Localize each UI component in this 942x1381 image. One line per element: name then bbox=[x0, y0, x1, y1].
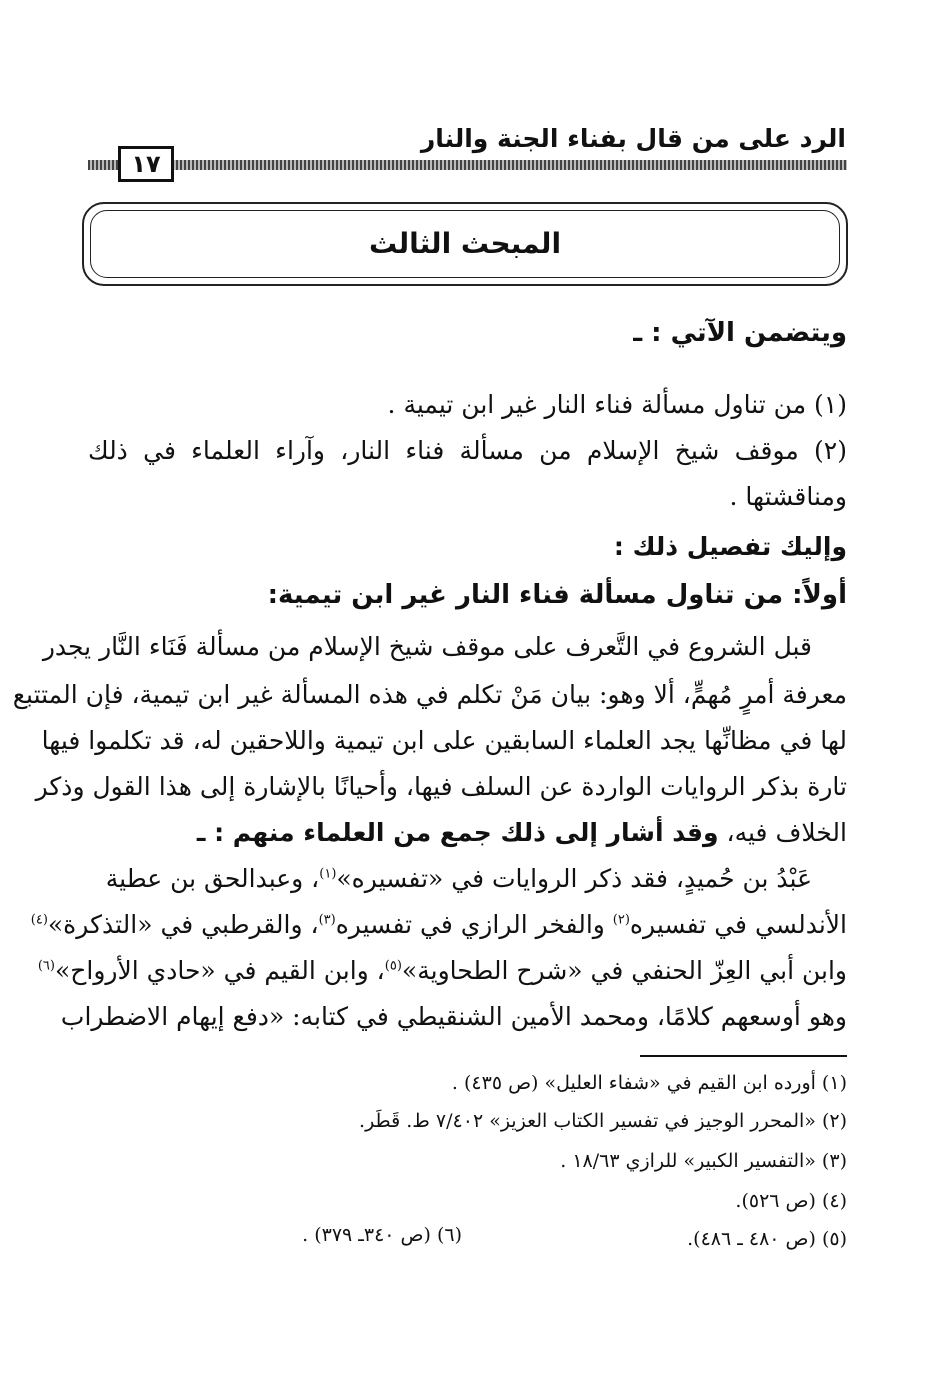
intro-line: ويتضمن الآتي : ـ bbox=[633, 318, 847, 348]
para2-line-4: وهو أوسعهم كلامًا، ومحمد الأمين الشنقيطي في كتابه: «دفع إيهام الاضطراب bbox=[60, 1002, 847, 1031]
footnote-1: (١) أورده ابن القيم في «شفاء العليل» (ص ٤٣٥) . bbox=[451, 1072, 847, 1094]
para2-line-3 bbox=[37, 956, 847, 985]
footnote-5: (٥) (ص ٤٨٠ ـ ٤٨٦). bbox=[687, 1228, 847, 1250]
footnote-ref-1[interactable]: (١) bbox=[319, 866, 337, 882]
section-title: المبحث الثالث bbox=[368, 227, 562, 260]
para1-line-3: لها في مظانِّها يجد العلماء السابقين على ابن تيمية واللاحقين له، قد تكلموا فيها bbox=[41, 726, 847, 755]
header-rule bbox=[88, 160, 847, 170]
para2-line-2 bbox=[30, 910, 847, 939]
para2-text-d: والفخر الرازي في تفسيره bbox=[335, 910, 613, 939]
item-2-line-1: (٢) موقف شيخ الإسلام من مسألة فناء النار، وآراء العلماء في ذلك bbox=[88, 436, 847, 465]
para1-line-5-bold: وقد أشار إلى ذلك جمع من العلماء منهم : ـ bbox=[196, 818, 719, 847]
para2-text-e: ، والقرطبي في «التذكرة» bbox=[47, 910, 319, 939]
item-2-line-2: ومناقشتها . bbox=[729, 482, 847, 511]
para1-line-4: تارة بذكر الروايات الواردة عن السلف فيها، وأحيانًا بالإشارة إلى هذا القول وذكر bbox=[35, 772, 847, 801]
details-line: وإليك تفصيل ذلك : bbox=[613, 532, 847, 561]
running-title: الرد على من قال بفناء الجنة والنار bbox=[420, 124, 846, 153]
footnote-separator bbox=[640, 1055, 847, 1057]
para2-line-1 bbox=[88, 864, 812, 893]
item-1: (١) من تناول مسألة فناء النار غير ابن تيمية . bbox=[387, 390, 847, 419]
footnote-ref-5[interactable]: (٥) bbox=[384, 958, 402, 974]
footnote-ref-4[interactable]: (٤) bbox=[30, 912, 48, 928]
para1-line-5 bbox=[197, 818, 847, 847]
para2-text-c: الأندلسي في تفسيره bbox=[629, 910, 847, 939]
subheading: أولاً: من تناول مسألة فناء النار غير ابن تيمية: bbox=[267, 580, 847, 610]
footnote-ref-2[interactable]: (٢) bbox=[612, 912, 630, 928]
para1-line-5-text: الخلاف فيه، bbox=[718, 818, 847, 847]
para1-line-1: قبل الشروع في التَّعرف على موقف شيخ الإسلام من مسألة فَنَاء النَّار يجدر bbox=[42, 632, 812, 661]
para1-line-2: معرفة أمرٍ مُهمٍّ، ألا وهو: بيان مَنْ تكلم في هذه المسألة غير ابن تيمية، فإن المتتبع bbox=[12, 680, 847, 709]
page-number: ١٧ bbox=[118, 146, 174, 182]
footnote-2: (٢) «المحرر الوجيز في تفسير الكتاب العزيز» ٧/٤٠٢ ط. قَطَر. bbox=[359, 1110, 847, 1132]
section-title-frame bbox=[82, 202, 848, 286]
footnote-ref-6[interactable]: (٦) bbox=[37, 958, 55, 974]
para2-text-a: عَبْدُ بن حُميدٍ، فقد ذكر الروايات في «تفسيره» bbox=[336, 864, 812, 893]
footnote-3: (٣) «التفسير الكبير» للرازي ١٨/٦٣ . bbox=[560, 1150, 847, 1172]
para2-text-b: ، وعبدالحق بن عطية bbox=[105, 864, 320, 893]
footnote-4: (٤) (ص ٥٢٦). bbox=[735, 1190, 847, 1212]
para2-text-f: وابن أبي العِزّ الحنفي في «شرح الطحاوية» bbox=[401, 956, 847, 985]
para2-text-g: ، وابن القيم في «حادي الأرواح» bbox=[54, 956, 385, 985]
footnote-6: (٦) (ص ٣٤٠ـ ٣٧٩) . bbox=[302, 1224, 462, 1246]
footnote-ref-3[interactable]: (٣) bbox=[318, 912, 336, 928]
